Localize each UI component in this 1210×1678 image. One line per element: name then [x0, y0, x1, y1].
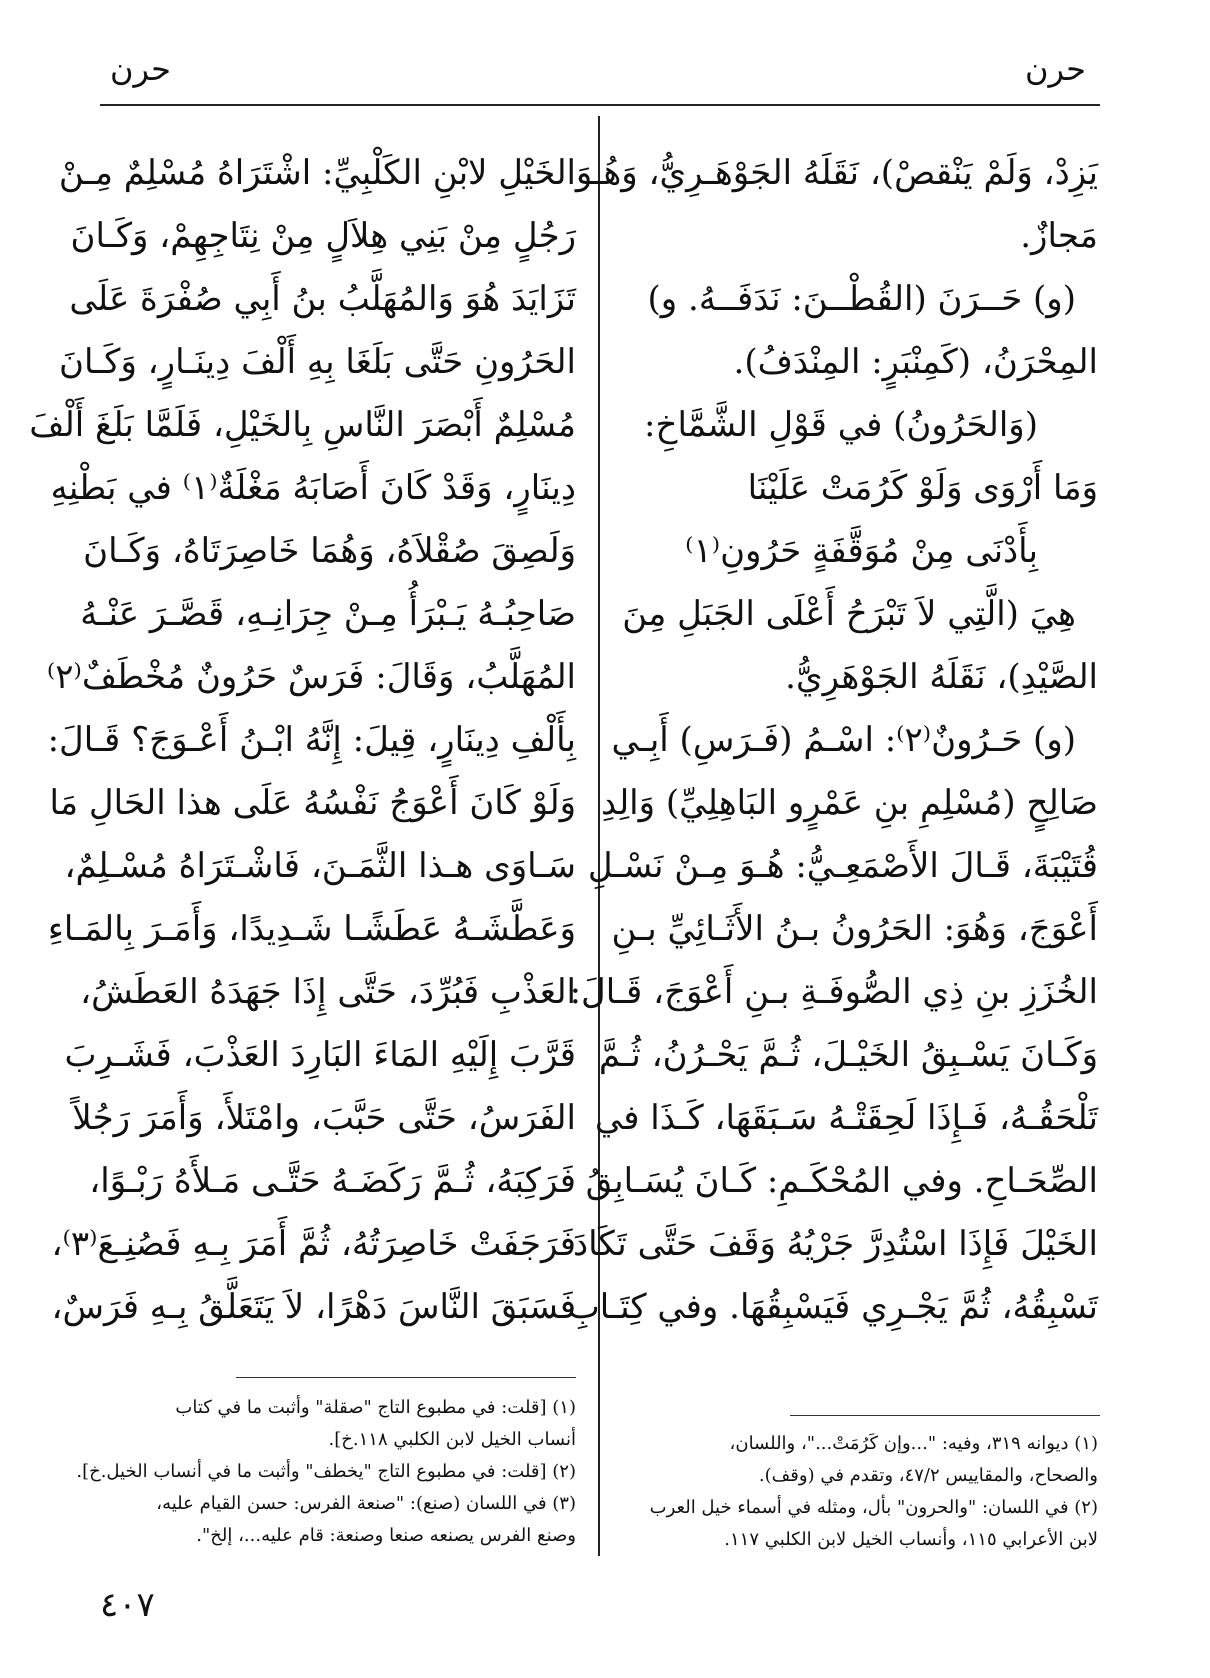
text-line: الفَرَسُ، حَتَّى حَبَّبَ، وامْتَلأَ، وَأَمَرَ رَجُلاً: [72, 1098, 576, 1138]
text-line: المِحْرَنُ، (كَمِنْبَرٍ: المِنْدَفُ).: [733, 342, 1098, 382]
header-rule: [100, 104, 1100, 106]
text-line: دِينَارٍ، وَقَدْ كَانَ أَصَابَهُ مَغْلَةٌ⁽١⁾ في بَطْنِهِ: [50, 468, 576, 508]
text-line: وَلَصِقَ صُقْلاَهُ، وَهُمَا خَاصِرَتَاهُ، وَكَـانَ: [83, 531, 576, 571]
footnote-line: (٢) [قلت: في مطبوع التاج "يخطف" وأثبت ما في أنساب الخيل.خ].: [76, 1461, 576, 1482]
left-column-text: [29, 142, 576, 1339]
text-line: وَلَوْ كَانَ أَعْوَجُ نَفْسُهُ عَلَى هذا الحَالِ مَا: [49, 783, 576, 823]
text-line: وَعَطَّشَـهُ عَطَشًـا شَـدِيدًا، وَأَمَـرَ بِالمَـاءِ: [47, 909, 576, 949]
text-line: الخَيْلَ فَإِذَا اسْتُدِرَّ جَرْيُهُ وَقَفَ حَتَّى تَكَادَ: [573, 1224, 1098, 1264]
verse-line: بِأَدْنَى مِنْ مُوَقَّفَةٍ حَرُونِ⁽١⁾: [685, 531, 1038, 571]
text-line: الصِّحَـاحِ. وفي المُحْكَـمِ: كَـانَ يُسَـابِقُ: [585, 1161, 1098, 1201]
text-line: الخَيْلِ لابْنِ الكَلْبِيِّ: اشْتَرَاهُ مُسْلِمٌ مِـنْ: [58, 153, 576, 193]
text-line: بِأَلْفِ دِينَارٍ، قِيلَ: إِنَّهُ ابْـنُ أَعْـوَجَ؟ قَـالَ:: [47, 720, 576, 760]
text-line: الصَّيْدِ)، نَقَلَهُ الجَوْهَرِيُّ.: [785, 657, 1098, 697]
text-line: قَرَّبَ إِلَيْهِ المَاءَ البَارِدَ العَذْبَ، فَشَـرِبَ: [64, 1035, 576, 1075]
left-footnotes: [76, 1392, 576, 1552]
text-line: فَرَكِبَهُ، ثُـمَّ رَكَضَـهُ حَتَّـى مَـلأَهُ رَبْـوًا،: [89, 1161, 576, 1201]
footnote-line: وصنع الفرس يصنعه صنعا وصنعة: قام عليه...، إلخ".: [196, 1525, 576, 1546]
header-root-word-right: حرن: [1025, 50, 1086, 88]
text-line: (و) حَـرُونٌ⁽٢⁾: اسْـمُ (فَـرَسِ) أَبِـي: [611, 720, 1076, 760]
text-line: يَزِدْ، وَلَمْ يَنْقصْ)، نَقَلَهُ الجَوْهَـرِيُّ، وَهُـوَ: [575, 153, 1098, 193]
footnote-line: (٣) في اللسان (صنع): "صنعة الفرس: حسن القيام عليه،: [156, 1493, 576, 1514]
footnote-line: لابن الأعرابي ١١٥، وأنساب الخيل لابن الكلبي ١١٧.: [724, 1529, 1098, 1550]
text-line: تَزَايَدَ هُوَ وَالمُهَلَّبُ بنُ أَبِي صُفْرَةَ عَلَى: [69, 279, 576, 319]
text-line: (وَالحَرُونُ) في قَوْلِ الشَّمَّاخِ:: [644, 405, 1038, 445]
text-line: صَالِحٍ (مُسْلِمِ بنِ عَمْرٍو البَاهِلِيِّ) وَالِدِ: [600, 783, 1098, 823]
text-line: فَرَجَفَتْ خَاصِرَتُهُ، ثُمَّ أَمَرَ بِـهِ فَصُنِـعَ⁽٣⁾،: [51, 1224, 576, 1264]
text-line: سَـاوَى هـذا الثَّمَـنَ، فَاشْـتَرَاهُ مُسْـلِمٌ،: [64, 846, 576, 886]
text-line: الحَرُونِ حَتَّى بَلَغَا بِهِ أَلْفَ دِينَـارٍ، وَكَـانَ: [58, 342, 576, 382]
text-line: (و) حَــرَنَ (القُطْــنَ: نَدَفَــهُ. و): [647, 279, 1076, 319]
text-line: تَلْحَقُـهُ، فَـإِذَا لَحِقَتْـهُ سَـبَقَهَا، كَـذَا في: [594, 1098, 1098, 1138]
text-line: المُهَلَّبُ، وَقَالَ: فَرَسٌ حَرُونٌ مُخْطَفٌ⁽٢⁾: [46, 657, 576, 697]
text-line: صَاحِبُـهُ يَـبْرَأُ مِـنْ جِرَانِـهِ، قَصَّـرَ عَنْـهُ: [80, 594, 576, 634]
footnote-line: والصحاح، والمقاييس ٤٧/٢، وتقدم في (وقف).: [758, 1465, 1098, 1486]
text-line: تَسْبِقُهُ، ثُمَّ يَجْـرِي فَيَسْبِقُهَا. وفي كِتَـابِ: [567, 1287, 1098, 1327]
right-column-text: [567, 142, 1098, 1339]
text-line: وَكَـانَ يَسْـبِقُ الخَيْـلَ، ثُـمَّ يَحْـرُنُ، ثُـمَّ: [598, 1035, 1098, 1075]
page-number: ٤٠٧: [100, 1585, 155, 1625]
right-footnotes: [628, 1428, 1098, 1556]
footnote-line: (١) [قلت: في مطبوع التاج "صقلة" وأثبت ما في كتاب: [175, 1397, 576, 1418]
header-root-word-left: حرن: [110, 50, 171, 88]
text-line: العَذْبِ فَبُرِّدَ، حَتَّى إِذَا جَهَدَهُ العَطَشُ،: [80, 972, 576, 1012]
footnote-line: أنساب الخيل لابن الكلبي ١١٨.خ].: [328, 1429, 576, 1450]
text-line: رَجُلٍ مِنْ بَنِي هِلاَلٍ مِنْ نِتَاجِهِمْ، وَكَـانَ: [70, 216, 576, 256]
text-line: مَجازٌ.: [1020, 216, 1098, 256]
verse-line: وَمَا أَرْوَى وَلَوْ كَرُمَتْ عَلَيْنَا: [747, 468, 1098, 508]
text-line: فَسَبَقَ النَّاسَ دَهْرًا، لاَ يَتَعَلَّقُ بِـهِ فَرَسٌ،: [51, 1287, 576, 1327]
text-line: قُتَيْبَةَ، قَـالَ الأَصْمَعِـيُّ: هُـوَ مِـنْ نَسْـلِ: [587, 846, 1098, 886]
text-line: مُسْلِمٌ أَبْصَرَ النَّاسِ بِالخَيْلِ، فَلَمَّا بَلَغَ أَلْفَ: [29, 405, 576, 445]
footnote-rule-right: [790, 1415, 1100, 1416]
footnote-line: (٢) في اللسان: "والحرون" بأل، ومثله في أسماء خيل العرب: [649, 1497, 1098, 1518]
footnote-rule-left: [236, 1377, 576, 1378]
text-line: الخُزَزِ بنِ ذِي الصُّوفَـةِ بـنِ أَعْوَجَ، قَـالَ:: [569, 972, 1098, 1012]
text-line: هِيَ (الَّتِي لاَ تَبْرَحُ أَعْلَى الجَبَلِ مِنَ: [622, 594, 1076, 634]
footnote-line: (١) ديوانه ٣١٩، وفيه: "...وإن كَرُمَتْ..."، واللسان،: [729, 1433, 1098, 1454]
text-line: أَعْوَجَ، وَهُوَ: الحَرُونُ بـنُ الأَثَـائِيِّ بـنِ: [611, 909, 1098, 949]
